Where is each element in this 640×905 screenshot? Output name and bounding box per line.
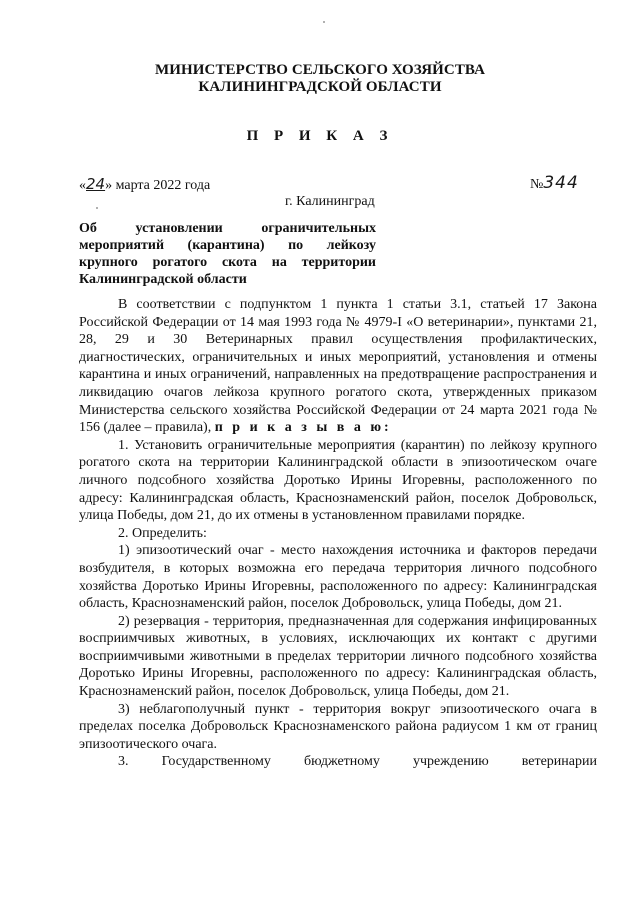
item-2-3: 3) неблагополучный пункт - территория вокруг эпизоотического очага в пределах поселка Добровольск Краснознаменского района радиусом 1 км от границ эпизоотического очага. bbox=[79, 701, 597, 752]
number-prefix: № bbox=[530, 177, 544, 192]
date-day-handwritten: 24 bbox=[86, 175, 106, 193]
item-2-2: 2) резервация - территория, предназначенная для содержания инфицированных восприимчивых животных, в условиях, исключающих их контакт с другими восприимчивыми животными в пределах территории личного подсобного хозяйства Доротько Ирины Игоревны, расположенного по адресу: Калининградская область, Краснознаменский район, поселок Добровольск, улица Победы, дом 21. bbox=[79, 613, 597, 700]
date-month-year: » марта 2022 года bbox=[105, 178, 211, 193]
scan-speck bbox=[96, 207, 98, 209]
preamble-paragraph bbox=[79, 296, 597, 437]
order-title: П Р И К А З bbox=[246, 128, 394, 144]
ministry-name-line1: МИНИСТЕРСТВО СЕЛЬСКОГО ХОЗЯЙСТВА bbox=[154, 62, 486, 78]
decree-word: п р и к а з ы в а ю: bbox=[214, 420, 392, 436]
scan-speck bbox=[323, 21, 325, 23]
order-city: г. Калининград bbox=[285, 194, 375, 209]
order-subject: Об установлении ограничительных мероприятий (карантина) по лейкозу крупного рогатого скота на территории Калининградской области bbox=[79, 221, 376, 287]
preamble-text: В соответствии с подпунктом 1 пункта 1 статьи 3.1, статьей 17 Закона Российской Федерации от 14 мая 1993 года № 4979-I «О ветеринарии», пунктами 21, 28, 29 и 30 Ветеринарных правил осуществления профилактических, диагностических, ограничительных и иных мероприятий, установления и отмены карантина и иных ограничений, направленных на предотвращение распространения и ликвидацию очагов лейкоза крупного рогатого скота, утвержденных приказом Министерства сельского хозяйства Российской Федерации от 24 марта 2021 года № 156 (далее – правила), bbox=[79, 297, 597, 436]
item-1: 1. Установить ограничительные мероприятия (карантин) по лейкозу крупного рогатого скота на территории Калининградской области в эпизоотическом очаге личного подсобного хозяйства Доротько Ирины Игоревны, расположенного по адресу: Калининградская область, Краснознаменский район, поселок Добровольск, улица Победы, дом 21, до их отмены в установленном правилами порядке. bbox=[79, 437, 597, 524]
order-date bbox=[79, 175, 210, 194]
order-number bbox=[530, 173, 579, 193]
number-handwritten: 344 bbox=[543, 173, 579, 193]
item-3: 3. Государственному бюджетному учреждению ветеринарии bbox=[118, 754, 597, 770]
order-body bbox=[79, 296, 597, 771]
date-open-quote: « bbox=[79, 178, 86, 193]
item-2-1: 1) эпизоотический очаг - место нахождения источника и факторов передачи возбудителя, в которых возможна его передача территория личного подсобного хозяйства Доротько Ирины Игоревны, расположенного по адресу: Калининградская область, Краснознаменский район, поселок Добровольск, улица Победы, дом 21. bbox=[79, 543, 597, 612]
ministry-name-line2: КАЛИНИНГРАДСКОЙ ОБЛАСТИ bbox=[198, 79, 442, 95]
item-2: 2. Определить: bbox=[118, 525, 207, 541]
